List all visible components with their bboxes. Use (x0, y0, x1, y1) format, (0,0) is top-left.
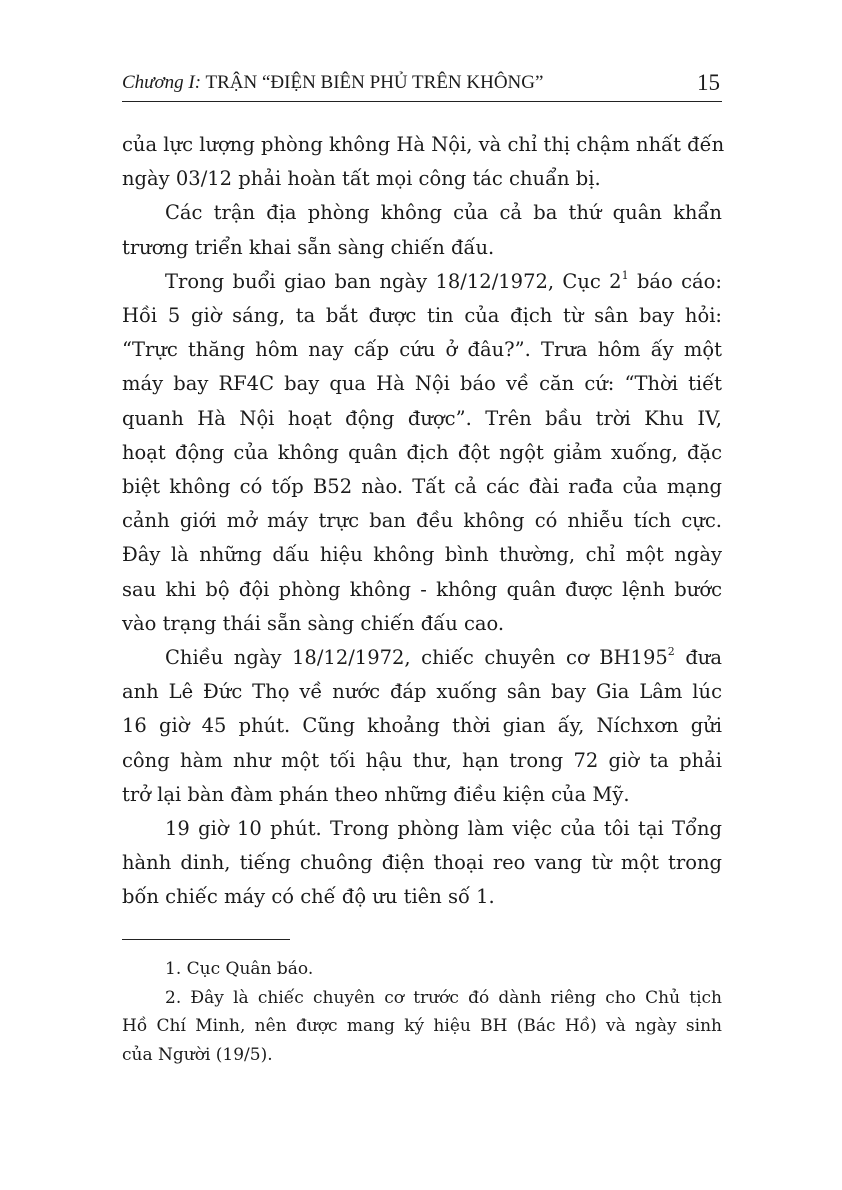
footnote-ref-2: 2 (667, 645, 675, 659)
text-line: Đây là những dấu hiệu không bình thường, chỉ một ngày (122, 543, 722, 567)
footnote-line: của Người (19/5). (122, 1044, 273, 1065)
paragraph-5 (122, 812, 722, 915)
text-fragment: Trong buổi giao ban ngày 18/12/1972, Cục 2 (165, 269, 622, 293)
footnote-separator (122, 939, 290, 940)
paragraph-2 (122, 196, 722, 264)
text-line: trở lại bàn đàm phán theo những điều kiện của Mỹ. (122, 782, 630, 806)
text-line: Hồi 5 giờ sáng, ta bắt được tin của địch từ sân bay hỏi: (122, 304, 722, 328)
footnote-ref-1: 1 (621, 268, 629, 282)
text-line: trương triển khai sẵn sàng chiến đấu. (122, 235, 495, 259)
paragraph-4 (122, 641, 722, 812)
text-line: anh Lê Đức Thọ về nước đáp xuống sân bay Gia Lâm lúc (122, 680, 722, 704)
text-line: máy bay RF4C bay qua Hà Nội báo về căn cứ: “Thời tiết (122, 372, 722, 396)
body-text (122, 128, 725, 915)
running-header (122, 72, 722, 102)
footnote-line: 1. Cục Quân báo. (165, 959, 314, 979)
text-line: hành dinh, tiếng chuông điện thoại reo vang từ một trong (122, 851, 722, 875)
text-line (122, 641, 722, 675)
text-line: 16 giờ 45 phút. Cũng khoảng thời gian ấy, Níchxơn gửi (122, 714, 722, 738)
text-line: biệt không có tốp B52 nào. Tất cả các đài rađa của mạng (122, 475, 722, 499)
text-line: “Trực thăng hôm nay cấp cứu ở đâu?”. Trưa hôm ấy một (122, 338, 722, 362)
text-line: cảnh giới mở máy trực ban đều không có nhiễu tích cực. (122, 509, 722, 533)
header-rule (122, 101, 722, 102)
text-line (122, 265, 722, 299)
footnote-2 (122, 984, 722, 1070)
text-line: quanh Hà Nội hoạt động được”. Trên bầu trời Khu IV, (122, 406, 722, 430)
text-line: 19 giờ 10 phút. Trong phòng làm việc của tôi tại Tổng (165, 817, 722, 841)
page-number: 15 (697, 70, 720, 95)
chapter-title: TRẬN “ĐIỆN BIÊN PHỦ TRÊN KHÔNG” (205, 72, 544, 93)
text-line: vào trạng thái sẵn sàng chiến đấu cao. (122, 611, 505, 635)
text-line: ngày 03/12 phải hoàn tất mọi công tác chuẩn bị. (122, 167, 601, 191)
footnote-1 (122, 955, 722, 984)
text-fragment: báo cáo: (628, 269, 722, 293)
text-line: Các trận địa phòng không của cả ba thứ quân khẩn (165, 201, 722, 225)
text-line: hoạt động của không quân địch đột ngột giảm xuống, đặc (122, 440, 722, 464)
footnote-line: 2. Đây là chiếc chuyên cơ trước đó dành riêng cho Chủ tịch (165, 987, 722, 1008)
text-line: công hàm như một tối hậu thư, hạn trong 72 giờ ta phải (122, 748, 722, 772)
text-line: của lực lượng phòng không Hà Nội, và chỉ thị chậm nhất đến (122, 133, 725, 156)
paragraph-3 (122, 265, 722, 641)
chapter-heading (122, 72, 543, 94)
footnotes (122, 955, 722, 1069)
text-fragment: Chiều ngày 18/12/1972, chiếc chuyên cơ BH195 (165, 646, 668, 670)
text-line: bốn chiếc máy có chế độ ưu tiên số 1. (122, 885, 495, 909)
paragraph-1 (122, 128, 725, 196)
text-line: sau khi bộ đội phòng không - không quân được lệnh bước (122, 577, 722, 601)
chapter-label: Chương I: (122, 72, 202, 93)
text-fragment: đưa (674, 646, 722, 670)
footnote-line: Hồ Chí Minh, nên được mang ký hiệu BH (Bác Hồ) và ngày sinh (122, 1016, 722, 1036)
